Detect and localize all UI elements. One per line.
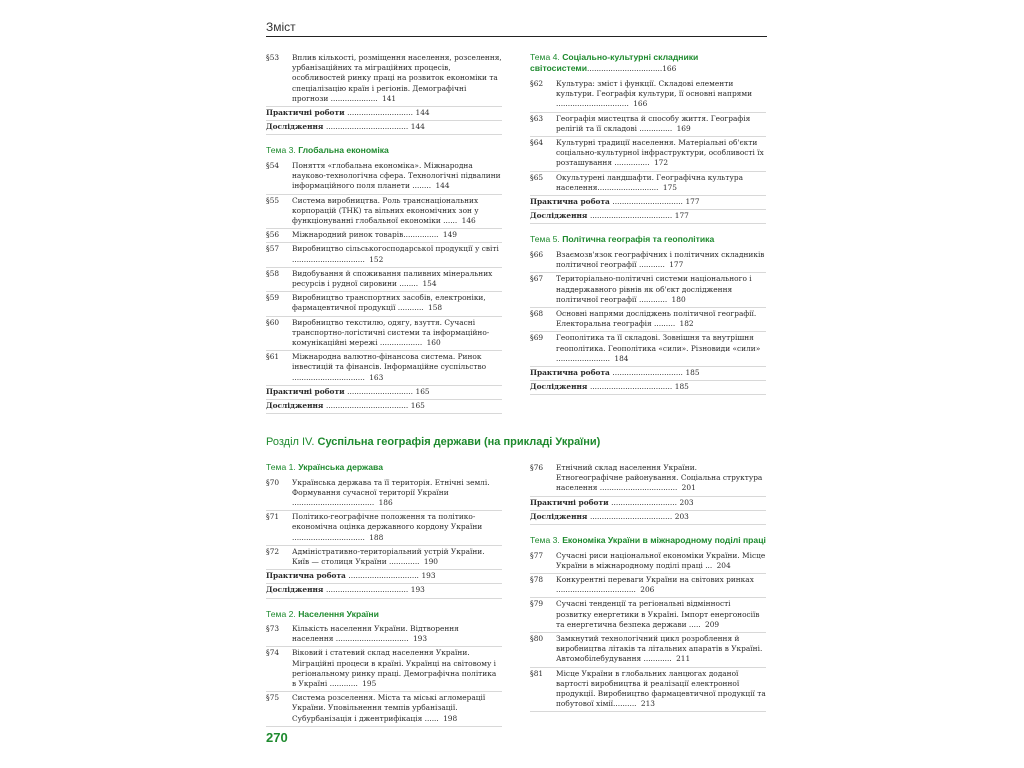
- entry-title: Віковий і статевий склад населення України. Міграційні процеси в країні. Українці на світовому і регіональному ринку праці. Демографічна політика в Україні ............: [292, 648, 497, 689]
- entry-title: Конкурентні переваги України на світових ринках ..................................: [556, 574, 754, 595]
- entry-title: Поняття «глобальна економіка». Міжнародна науково-технологічна сфера. Технологічні підвалини інформаційного поля планети ........: [292, 160, 501, 191]
- entry-body: [292, 693, 502, 724]
- entry-page: 201: [681, 483, 696, 493]
- entry-label: Дослідження: [266, 122, 324, 132]
- paragraph-number: §60: [266, 317, 280, 327]
- entry-page: 165: [415, 386, 430, 396]
- entry-page: 165: [410, 400, 425, 410]
- research-entry: [266, 400, 502, 414]
- entry-title: Територіально-політичні системи національного і наддержавного рівнів як об'єкт дослідження політичної географії ............: [556, 274, 752, 304]
- toc-entry: [266, 623, 502, 647]
- entry-body: [556, 669, 766, 710]
- section-heading: [266, 436, 600, 448]
- entry-page: 203: [679, 497, 694, 507]
- topic-name: Економіка України в міжнародному поділі праці: [562, 535, 766, 546]
- entry-body: [292, 624, 502, 644]
- entry-title: Українська держава та її територія. Етнічні землі. Формування сучасної території України ...................................: [292, 477, 490, 507]
- entry-body: [292, 196, 502, 227]
- toc-entry: [530, 332, 766, 367]
- entry-page: 182: [679, 319, 694, 329]
- paragraph-number: §55: [266, 195, 280, 205]
- toc-entry: [266, 229, 502, 243]
- toc-entry: [266, 292, 502, 316]
- entry-page: 154: [422, 278, 437, 288]
- entry-title: Вплив кількості, розміщення населення, розселення, урбанізаційних та міграційних процесів, особливостей ринку праці на розвиток економіки та спеціалізацію країн і регіонів. Демографічні прогнози ....................: [292, 53, 502, 103]
- toc-entry: [266, 647, 502, 692]
- entry-title: Культурні традиції населення. Матеріальні об'єкти соціально-культурної інфраструктури, особливості їх розташування ...............: [556, 138, 764, 168]
- toc-entry-group: [266, 477, 502, 571]
- toc-entry: [530, 308, 766, 332]
- entry-page: 185: [674, 382, 689, 392]
- entry-page: 184: [614, 353, 629, 363]
- running-header: Зміст: [266, 20, 296, 34]
- entry-page: 203: [674, 511, 689, 521]
- paragraph-number: §62: [530, 79, 544, 88]
- entry-leader: ...................................: [325, 122, 409, 132]
- toc-entry: [530, 249, 766, 273]
- entry-page: 146: [461, 215, 476, 225]
- entry-body: [556, 79, 766, 110]
- entry-page: 149: [442, 230, 457, 240]
- entry-title: Система розселення. Міста та міські агломерації України. Уповільнення темпів урбанізації. Субурбанізація і джентрифікація ......: [292, 693, 486, 723]
- toc-entry: [266, 511, 502, 546]
- entry-title: Місце України в глобальних ланцюгах доданої вартості виробництва й реалізації електронної продукції. Виробництво фармацевтичної продукції та побутової хімії..........: [556, 668, 766, 709]
- topic-name: Населення України: [298, 608, 379, 619]
- entry-leader: ...................................: [325, 400, 409, 410]
- entry-body: [292, 161, 502, 192]
- entry-title: Географія мистецтва й способу життя. Географія релігій та її складові ..............: [556, 113, 751, 133]
- paragraph-number: §74: [266, 648, 280, 658]
- paragraph-number: §77: [530, 550, 544, 560]
- entry-page: 206: [640, 585, 655, 595]
- entry-page: 177: [685, 197, 700, 207]
- entry-title: Культура: зміст і функції. Складові елементи культури. Географія культури, її основні напрями ...............................: [556, 79, 753, 109]
- entry-body: [556, 575, 766, 595]
- toc-entry: [266, 243, 502, 267]
- toc-entry-group: [530, 462, 766, 497]
- entry-page: 185: [685, 367, 700, 377]
- paragraph-number: §65: [530, 172, 544, 182]
- entry-title: Виробництво сільськогосподарської продукції у світі ...............................: [292, 244, 499, 264]
- entry-page: 209: [705, 619, 720, 629]
- practical-works-entry: [530, 367, 766, 381]
- toc-entry: [530, 113, 766, 137]
- entry-page: 160: [426, 337, 441, 347]
- entry-body: [292, 352, 502, 383]
- entry-body: [556, 599, 766, 630]
- entry-page: 175: [662, 182, 677, 192]
- entry-title: Видобування й споживання паливних мінеральних ресурсів і рудної сировини ........: [292, 268, 493, 288]
- entry-title: Замкнутий технологічний цикл розроблення й виробництва літаків та літальних апаратів в Україні. Автомобілебудування ............: [556, 633, 763, 664]
- paragraph-number: §70: [266, 477, 280, 487]
- entry-label: Практичні роботи: [530, 497, 609, 507]
- entry-page: 158: [428, 303, 443, 313]
- topic-heading: [530, 52, 766, 74]
- entry-leader: ...................................: [589, 511, 673, 521]
- paragraph-number: §73: [266, 624, 280, 634]
- entry-page: 211: [676, 654, 691, 664]
- entry-title: Основні напрями досліджень політичної географії. Електоральна географія .........: [556, 308, 757, 329]
- toc-entry-group: [530, 249, 766, 367]
- topic-number: Тема 4.: [530, 52, 560, 62]
- toc-entry: [530, 78, 766, 113]
- entry-leader: ............................: [611, 497, 677, 507]
- topic-heading: [530, 535, 766, 546]
- entry-label: Дослідження: [530, 511, 588, 521]
- entry-body: [292, 53, 502, 104]
- entry-page: 144: [410, 122, 425, 132]
- paragraph-number: §53: [266, 53, 280, 62]
- topic-name: Соціально-культурні складники світосистеми: [530, 52, 699, 73]
- paragraph-number: §58: [266, 268, 280, 278]
- entry-page: 204: [716, 560, 731, 570]
- entry-title: Міжнародна валютно-фінансова система. Ринок інвестицій та фінансів. Інформаційне суспільство ...............................: [292, 352, 487, 382]
- entry-page: 144: [415, 108, 430, 118]
- paragraph-number: §72: [266, 546, 280, 556]
- topic-heading: [266, 462, 502, 473]
- topic-page: 166: [662, 63, 677, 73]
- toc-entry-group: [266, 52, 502, 107]
- entry-page: 193: [412, 634, 428, 644]
- entry-title: Етнічний склад населення України. Етногеографічне районування. Соціальна структура населення .................................: [556, 463, 763, 493]
- toc-entry: [530, 137, 766, 172]
- entry-label: Практичні роботи: [266, 108, 345, 118]
- entry-body: [292, 293, 502, 313]
- entry-label: Практична робота: [530, 367, 610, 377]
- entry-title: Сучасні тенденції та регіональні відмінності розвитку енергетики в Україні. Імпорт енергоносіїв та енергетична безпека держави .....: [556, 599, 760, 629]
- entry-leader: ..............................: [612, 197, 683, 207]
- research-entry: [266, 584, 502, 598]
- toc-column-top-left: [266, 52, 502, 414]
- entry-body: [292, 269, 502, 289]
- entry-title: Міжнародний ринок товарів...............: [292, 230, 439, 240]
- toc-column-top-right: [530, 52, 766, 395]
- toc-column-bottom-left: [266, 462, 502, 727]
- paragraph-number: §66: [530, 249, 544, 259]
- toc-entry: [266, 351, 502, 386]
- topic-heading: [266, 609, 502, 620]
- entry-page: 163: [369, 372, 384, 382]
- toc-entry-group: [266, 623, 502, 727]
- entry-page: 186: [378, 497, 393, 507]
- toc-entry-group: [530, 550, 766, 713]
- paragraph-number: §68: [530, 308, 544, 318]
- entry-body: [556, 250, 766, 270]
- paragraph-number: §59: [266, 293, 280, 303]
- entry-title: Сучасні риси національної економіки України. Місце України в міжнародному поділі праці ...: [556, 550, 766, 570]
- paragraph-number: §79: [530, 599, 544, 609]
- entry-body: [556, 173, 766, 193]
- entry-title: Взаємозв'язок географічних і політичних складників політичної географії ...........: [556, 249, 765, 270]
- entry-body: [556, 274, 766, 305]
- toc-entry: [530, 633, 766, 668]
- toc-entry: [530, 550, 766, 574]
- research-entry: [266, 121, 502, 135]
- toc-entry: [266, 268, 502, 292]
- entry-page: 141: [382, 93, 397, 103]
- research-entry: [530, 210, 766, 224]
- entry-body: [556, 463, 766, 494]
- topic-number: Тема 1.: [266, 462, 296, 472]
- entry-page: 193: [410, 585, 425, 595]
- entry-title: Система виробництва. Роль транснаціональних корпорацій (ТНК) та вільних економічних зон у функціонуванні глобальної економіки ......: [292, 195, 479, 225]
- research-entry: [530, 511, 766, 525]
- toc-entry: [530, 574, 766, 598]
- entry-page: 172: [653, 158, 669, 168]
- paragraph-number: §69: [530, 333, 544, 343]
- paragraph-number: §56: [266, 230, 280, 240]
- entry-label: Дослідження: [530, 382, 588, 392]
- paragraph-number: §54: [266, 160, 280, 170]
- entry-page: 190: [423, 556, 438, 566]
- practical-works-entry: [266, 107, 502, 121]
- entry-body: [556, 333, 766, 364]
- paragraph-number: §76: [530, 463, 544, 472]
- toc-entry: [266, 160, 502, 195]
- practical-works-entry: [266, 570, 502, 584]
- entry-leader: ............................: [347, 386, 413, 396]
- toc-entry: [530, 668, 766, 713]
- entry-title: Геополітика та її складові. Зовнішня та внутрішня геополітика. Геополітика «сили». Різновиди «сили» .......................: [556, 333, 761, 363]
- research-entry: [530, 381, 766, 395]
- entry-page: 166: [633, 99, 648, 109]
- entry-title: Адміністративно-територіальний устрій України. Київ — столиця України .............: [292, 546, 485, 566]
- topic-name: Українська держава: [298, 462, 383, 472]
- topic-number: Тема 5.: [530, 234, 560, 245]
- toc-column-bottom-right: [530, 462, 766, 712]
- paragraph-number: §63: [530, 113, 544, 123]
- practical-works-entry: [530, 497, 766, 511]
- entry-label: Дослідження: [266, 585, 324, 595]
- entry-label: Практична робота: [266, 571, 346, 581]
- entry-leader: ............................: [347, 108, 413, 118]
- paragraph-number: §61: [266, 352, 280, 362]
- entry-title: Політико-географічне положення та політико-економічна оцінка державного кордону України ...............................: [292, 512, 483, 542]
- paragraph-number: §75: [266, 693, 280, 703]
- toc-entry: [266, 546, 502, 570]
- entry-page: 198: [443, 713, 458, 723]
- toc-entry: [266, 52, 502, 107]
- entry-title: Виробництво транспортних засобів, електроніки, фармацевтичної продукції ...........: [292, 293, 486, 313]
- paragraph-number: §64: [530, 138, 544, 148]
- topic-number: Тема 2.: [266, 608, 296, 619]
- entry-label: Практичні роботи: [266, 386, 345, 396]
- paragraph-number: §71: [266, 512, 280, 522]
- entry-page: 180: [671, 294, 686, 304]
- toc-entry: [266, 477, 502, 512]
- topic-number: Тема 3.: [266, 145, 296, 156]
- paragraph-number: §67: [530, 274, 544, 284]
- topic-name: Глобальна економіка: [298, 145, 389, 156]
- toc-entry: [530, 273, 766, 308]
- entry-body: [556, 114, 766, 134]
- entry-leader: ..............................: [612, 367, 683, 377]
- toc-entry: [530, 598, 766, 633]
- toc-entry: [530, 172, 766, 196]
- toc-entry-group: [530, 78, 766, 196]
- entry-body: [292, 244, 502, 264]
- entry-leader: ..............................: [348, 571, 419, 581]
- toc-entry: [266, 195, 502, 230]
- entry-page: 213: [640, 699, 656, 709]
- entry-page: 193: [421, 571, 436, 581]
- entry-leader: ...................................: [589, 382, 673, 392]
- entry-page: 144: [435, 181, 450, 191]
- paragraph-number: §78: [530, 574, 544, 584]
- entry-leader: ...................................: [325, 585, 409, 595]
- entry-title: Кількість населення України. Відтворення населення ...............................: [292, 624, 459, 644]
- entry-body: [292, 318, 502, 349]
- entry-label: Дослідження: [266, 400, 324, 410]
- entry-page: 195: [362, 679, 377, 689]
- entry-body: [292, 648, 502, 689]
- entry-title: Окультурені ландшафти. Географічна культура населення..........................: [556, 172, 743, 192]
- entry-body: [292, 230, 502, 240]
- paragraph-number: §80: [530, 633, 544, 643]
- entry-body: [292, 478, 502, 509]
- entry-page: 188: [369, 532, 384, 542]
- section-number: Розділ IV.: [266, 436, 315, 448]
- topic-heading: [266, 145, 502, 156]
- topic-number: Тема 3.: [530, 535, 560, 546]
- entry-leader: ...................................: [589, 211, 673, 221]
- entry-body: [292, 547, 502, 567]
- header-rule: [266, 36, 767, 37]
- section-name: Суспільна географія держави (на прикладі України): [317, 436, 601, 448]
- topic-leader: ................................: [587, 63, 663, 73]
- entry-body: [292, 512, 502, 543]
- practical-works-entry: [530, 196, 766, 210]
- entry-body: [556, 551, 766, 571]
- toc-entry-group: [266, 160, 502, 386]
- entry-page: 152: [369, 254, 384, 264]
- toc-entry: [266, 692, 502, 727]
- page-number: 270: [266, 730, 288, 745]
- toc-entry: [530, 462, 766, 497]
- entry-body: [556, 309, 766, 329]
- entry-page: 169: [676, 123, 691, 133]
- entry-title: Виробництво текстилю, одягу, взуття. Сучасні транспортно-логістичні системи та інформаційно-комунікаційні мережі ..................: [292, 317, 490, 347]
- entry-label: Дослідження: [530, 211, 588, 221]
- entry-body: [556, 634, 766, 665]
- entry-label: Практична робота: [530, 197, 610, 207]
- entry-body: [556, 138, 766, 169]
- paragraph-number: §57: [266, 244, 280, 254]
- paragraph-number: §81: [530, 668, 544, 678]
- practical-works-entry: [266, 386, 502, 400]
- topic-heading: [530, 234, 766, 245]
- entry-page: 177: [674, 211, 689, 221]
- topic-name: Політична географія та геополітика: [562, 234, 715, 245]
- toc-entry: [266, 317, 502, 352]
- entry-page: 177: [669, 260, 684, 270]
